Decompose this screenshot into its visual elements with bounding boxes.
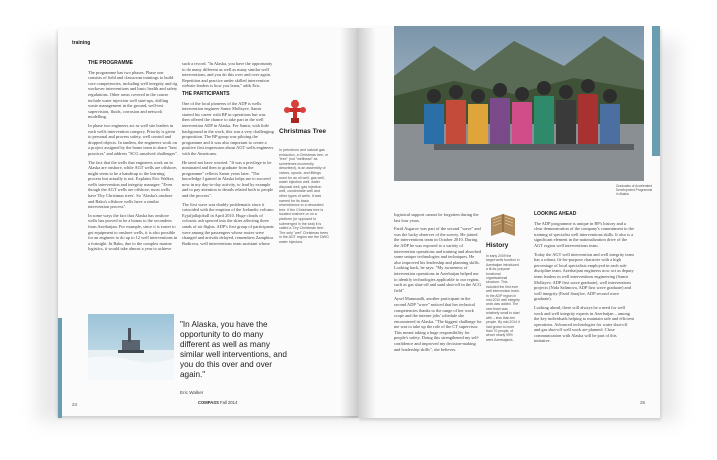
left-column-1 [88,61,178,255]
magazine-footer [198,400,237,405]
footer-issue: Fall 2014 [220,400,238,405]
group-photo [394,26,644,181]
page-number-right: 25 [640,400,646,405]
left-column-2 [182,61,274,249]
paragraph: Today the AGT well intervention and well integrity team has a robust, fit-for-purpose character with a high percentage of local specialists employed in each sub-discipline team. Azerbaijani engineers now act as deputy team leaders in well interventions engineering (Samir Mollayev, ADP first wave graduate), well interventions projects (Nida Salimova, ADP first wave graduate) and well integrity (Farid Sarajlov, ADP second wave graduate). [534,251,634,302]
heading-programme: THE PROGRAMME [88,60,133,66]
footer-brand: COMPASS [198,400,219,405]
paragraph: In some ways the fact that Alaska has onshore wells has proved to be a bonus to the secondees from Azerbaijan. For example, since it is easier to get equipment to onshore wells, it is also possible for an engineer to do up to 12 well interventions in a fortnight. In Baku, due to the complex marine logistics, it would take almost a year to achieve [88,212,178,252]
history-body: In early 2009 the target wells function in Azerbaijan introduced a fit-for-purpose functional organisational structure. This included the first ever well intervention team. In the ADP region in mid-2010 well integrity work was added. The new team was relatively small to start with – less than ten people. By mid-2014 it had grown to more than 70 people, of whom nearly 95% were Azerbaijanis. [486,254,520,342]
paragraph: One of the local pioneers of the ADP is wells intervention engineer Samir Mollayev. Samir started his career with BP in operations but was then offered the chance to take part in the well intervention ADP in Alaska. For Samir, with little background in the work, this was a very challenging proposition. The BP group was piloting the programme and it was also important to create a positive first impression about AGT wells engineers with the Americans. [182,100,274,156]
quote-attribution: Eric Walker [180,390,204,395]
paragraph: The ADP programme is unique in BP's history and a clear demonstration of the company's commitment to the training of specialist well interventions skills. It also is a significant element in the nationalization drive of the AGT region well interventions team. [534,220,634,248]
right-edge-strip [652,26,660,156]
left-edge-strip [58,318,62,418]
paragraph: The programme has two phases. Phase one consists of field and classroom trainings to build core competencies, including well integrity and rig workover interventions and basic health and safety regulations. Other areas covered in the course include water injection well start-ups, drilling waste management in the ground, well-test supervision, fluids, corrosion and network modelling. [88,69,178,120]
section-tag: training [72,40,91,46]
paragraph: Farid Asgarov was part of the second "wave" and was the lucky observer of the survey. He joined the interventions team in October 2010. During the ADP he was exposed to a variety of intervention operations and training and absorbed some unique technologies and techniques. He also improved his leadership and planning skills. Looking back, he says: "My awareness of intervention operations in Azerbaijan helped me to identify technologies applicable to our region, such as gas shut-off and sand shut-off in the ACG field". [394,226,482,293]
paragraph: He need not have worried. "It was a privilege to be nominated and then to graduate from the programme" reflects Samir years later. "The knowledge I gained in Alaska helps me to succeed now in my day-to-day activity, to lead by example and to pay attention to details related both to people and the process". [182,159,274,199]
pull-quote: "In Alaska, you have the opportunity to do many different as well as many similar well interventions, and you do this over and over again." [180,320,287,379]
paragraph: Looking ahead, there will always be a need for well work and well integrity experts in Azerbaijan – among the key individuals helping to maintain safe and efficient operations. Advanced technologies for water shut-off and gas shut-off well work are planned. Close communication with Alaska will be part of this initiative. [534,304,634,344]
paragraph: such a record. "In Alaska, you have the opportunity to do many different as well as many similar well interventions, and you do this over and over again. Repetition and practice under skilled intervention website leaders is how you learn," adds Eric. [182,61,273,89]
ice-platform-photo [88,314,174,380]
spread-gutter [340,28,376,418]
heading-looking-ahead: LOOKING AHEAD [534,211,577,217]
paragraph: In phase two engineers act as well site leaders in each wells intervention category. Priority is given to personal and process safety, well control and dropped objects. In tandem, the engineers work on a project assigned by the home team to share "best practices" and address "SCG unsolved challenges". [88,122,178,156]
christmas-tree-valve-icon [282,98,308,124]
right-column-3 [534,212,634,347]
paragraph: The fact that the wells that engineers work on in Alaska are onshore, while AGT wells are offshore, might seem to be a handicap to the learning process but actually is not. Explains Eric Walker, wells intervention and integrity manager: "Even though the AGT wells are offshore, most wells have 'Dry Christmas trees'. So 'Alaska's onshore and Baku's offshore wells have a similar intervention process". [88,159,177,210]
right-column-1 [394,212,482,355]
paragraph: The first wave was doubly problematic since it coincided with the eruption of the Icelandic volcano Eyjafjallajokull in April 2010. Huge clouds of volcanic ash spewed into the skies affecting three sands of air flights. ADP's first group of participants were among the passengers whose routes were changed and arrivals delayed, remembers Zamphira Badirova, well interventions team assistant whose [182,201,274,246]
paragraph: Aysel Mammadli, another participant in the second ADP "wave" noticed that her technical competencies thanks to the range of her work scope and the intense jobs' schedule she encountered in Alaska. "The biggest challenge for me was to take up the role of the CT supervisor. This meant taking a huge responsibility for people's safety. Doing this strengthened my self-confidence and improved my decision-making and leadership skills", she believes. [394,296,482,352]
page-number-left: 24 [72,402,78,407]
book-icon [489,212,517,238]
photo-caption: Graduates of Accelerated Development Programme in Alaska [616,184,653,196]
sidebar-title: Christmas Tree [279,128,326,135]
heading-participants: THE PARTICIPANTS [182,90,230,97]
history-title: History [486,242,509,249]
sidebar-body: In petroleum and natural gas extraction, a Christmas tree, or "tree" (not "wellhead" as sometimes incorrectly described), is an assembly of valves, spools, and fittings used for an oil well, gas well, water injection well, water disposal well, gas injection well, condensate well and other types of wells. It was named for its basic resemblance to a decorated tree. If the Christmas tree is located onshore or on a platform (or opposed to submerged in the sea) it is called a 'Dry Christmas tree'. The only "wet" Christmas trees in the AGT region are the DWG water injectors. [279,148,329,244]
left-page [58,28,358,416]
paragraph: logistical support cannot be forgotten during the last four years. [394,212,479,223]
